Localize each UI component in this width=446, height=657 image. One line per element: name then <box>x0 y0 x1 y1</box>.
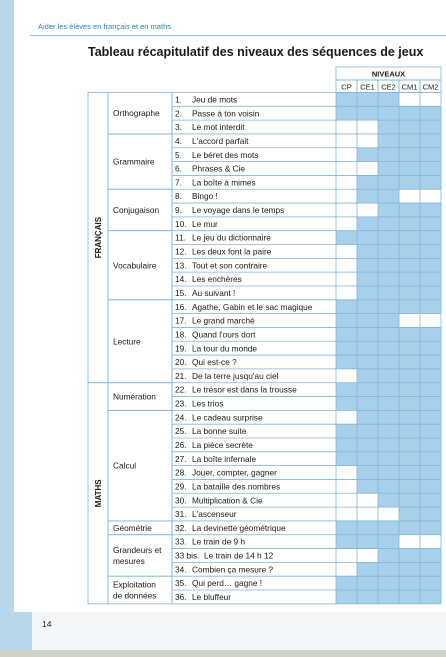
game-number: 9. <box>175 205 182 216</box>
level-cell-filled <box>336 397 357 411</box>
level-cell-filled <box>357 327 378 341</box>
game-name: Le bluffeur <box>192 592 232 603</box>
level-cell-filled <box>420 424 441 438</box>
level-cell-filled <box>357 562 378 576</box>
game-name: Les enchères <box>192 274 242 285</box>
level-cell-filled <box>336 341 357 355</box>
level-cell-filled <box>357 245 378 259</box>
game-name: Bingo ! <box>192 191 218 202</box>
level-cell-filled <box>420 217 441 231</box>
category-label: Orthographe <box>113 108 160 119</box>
game-name: La bonne suite <box>192 426 247 437</box>
game-name: Jeu de mots <box>192 94 238 105</box>
game-number: 6. <box>175 163 182 174</box>
game-name: Le trésor est dans la trousse <box>192 384 297 395</box>
level-cell-filled <box>378 189 399 203</box>
game-name: La tour du monde <box>192 343 258 354</box>
game-number: 34. <box>175 564 187 575</box>
game-number: 29. <box>175 481 187 492</box>
level-cell-filled <box>399 175 420 189</box>
game-name: Le mur <box>192 218 218 229</box>
level-cell-filled <box>399 327 420 341</box>
level-cell-filled <box>399 521 420 535</box>
level-cell-filled <box>357 341 378 355</box>
level-cell-filled <box>336 535 357 549</box>
category-label: Lecture <box>113 336 141 347</box>
game-name: Les trios <box>192 398 224 409</box>
level-cell-filled <box>420 466 441 480</box>
level-cell-filled <box>378 245 399 259</box>
level-cell-filled <box>420 286 441 300</box>
level-cell-filled <box>378 217 399 231</box>
level-cell-filled <box>420 562 441 576</box>
level-cell-filled <box>357 383 378 397</box>
game-number: 22. <box>175 384 187 395</box>
level-label: CM2 <box>422 82 439 92</box>
level-cell-filled <box>357 272 378 286</box>
level-cell-filled <box>399 106 420 120</box>
level-cell-filled <box>399 562 420 576</box>
level-cell-filled <box>357 314 378 328</box>
game-number: 13. <box>175 260 187 271</box>
game-number: 18. <box>175 329 187 340</box>
level-cell-filled <box>420 590 441 604</box>
level-cell-filled <box>336 521 357 535</box>
running-header: Aider les élèves en français et en maths <box>38 22 171 31</box>
game-name: Multiplication & Cie <box>192 495 263 506</box>
level-cell-filled <box>420 134 441 148</box>
game-name: Le train de 14 h 12 <box>204 550 274 561</box>
game-number: 30. <box>175 495 187 506</box>
level-cell-filled <box>357 590 378 604</box>
level-cell-filled <box>378 590 399 604</box>
level-cell-filled <box>336 590 357 604</box>
level-cell-filled <box>336 327 357 341</box>
game-name: Le béret des mots <box>192 149 259 160</box>
level-label: CM1 <box>401 82 418 92</box>
level-cell-filled <box>420 397 441 411</box>
game-name: Qui perd… gagne ! <box>192 578 263 589</box>
level-cell-filled <box>336 106 357 120</box>
category-label: Vocabulaire <box>113 260 157 271</box>
domain-label: MATHS <box>94 479 103 508</box>
level-cell-filled <box>399 438 420 452</box>
level-cell-filled <box>378 314 399 328</box>
level-cell-filled <box>399 507 420 521</box>
level-cell-filled <box>357 175 378 189</box>
game-name: La boîte à mimes <box>192 177 256 188</box>
level-cell-filled <box>420 479 441 493</box>
game-name: Phrases & Cie <box>192 163 246 174</box>
category-label: de données <box>113 590 157 601</box>
game-name: La devinette géométrique <box>192 522 286 533</box>
level-cell-filled <box>336 452 357 466</box>
category-label: mesures <box>113 555 145 566</box>
category-label: Numération <box>113 391 156 402</box>
level-cell-filled <box>357 106 378 120</box>
level-cell-filled <box>399 452 420 466</box>
game-name: Passe à ton voisin <box>192 108 260 119</box>
game-name: Combien ça mesure ? <box>192 564 274 575</box>
level-cell-filled <box>378 466 399 480</box>
level-cell-filled <box>420 438 441 452</box>
domain-label: FRANÇAIS <box>94 216 103 259</box>
level-label: CP <box>341 82 352 92</box>
level-cell-filled <box>399 397 420 411</box>
level-cell-filled <box>378 300 399 314</box>
level-cell-filled <box>357 410 378 424</box>
game-name: De la terre jusqu'au ciel <box>192 370 279 381</box>
game-number: 25. <box>175 426 187 437</box>
level-cell-filled <box>420 120 441 134</box>
level-cell-filled <box>357 438 378 452</box>
page-title: Tableau récapitulatif des niveaux des séquences de jeux <box>88 45 424 59</box>
game-number: 23. <box>175 398 187 409</box>
level-cell-filled <box>399 120 420 134</box>
game-name: L'ascenseur <box>192 509 237 520</box>
level-cell-filled <box>420 507 441 521</box>
level-cell-filled <box>357 452 378 466</box>
level-cell-filled <box>420 258 441 272</box>
level-cell-filled <box>420 231 441 245</box>
category-label: Conjugaison <box>113 204 160 215</box>
level-cell-filled <box>357 424 378 438</box>
game-number: 2. <box>175 108 182 119</box>
game-number: 10. <box>175 218 187 229</box>
level-cell-filled <box>336 438 357 452</box>
game-number: 8. <box>175 191 182 202</box>
level-cell-filled <box>336 300 357 314</box>
level-cell-filled <box>399 355 420 369</box>
level-cell-filled <box>399 203 420 217</box>
game-name: Le train de 9 h <box>192 536 246 547</box>
level-cell-filled <box>378 424 399 438</box>
category-label: Géométrie <box>113 522 152 533</box>
level-cell-filled <box>399 493 420 507</box>
level-cell-filled <box>420 148 441 162</box>
game-number: 19. <box>175 343 187 354</box>
level-cell-filled <box>399 245 420 259</box>
level-cell-filled <box>357 535 378 549</box>
level-cell-filled <box>378 286 399 300</box>
level-cell-filled <box>357 576 378 590</box>
level-cell-filled <box>378 272 399 286</box>
level-cell-filled <box>357 521 378 535</box>
game-number: 5. <box>175 149 182 160</box>
levels-header-label: NIVEAUX <box>371 69 406 79</box>
game-name: Les deux font la paire <box>192 246 272 257</box>
level-label: CE2 <box>381 82 396 92</box>
level-cell-filled <box>378 438 399 452</box>
game-name: Le cadeau surprise <box>192 412 263 423</box>
category-label: Calcul <box>113 460 137 471</box>
level-cell-filled <box>378 134 399 148</box>
level-cell-filled <box>420 410 441 424</box>
game-name: Tout et son contraire <box>192 260 268 271</box>
level-cell-filled <box>336 355 357 369</box>
level-cell-filled <box>357 231 378 245</box>
level-cell-filled <box>399 369 420 383</box>
game-name: Le jeu du dictionnaire <box>192 232 271 243</box>
level-cell-filled <box>357 258 378 272</box>
page-edge <box>0 650 446 657</box>
game-number: 12. <box>175 246 187 257</box>
game-number: 17. <box>175 315 187 326</box>
page-number: 14 <box>42 619 52 629</box>
level-cell-filled <box>336 576 357 590</box>
level-cell-filled <box>357 300 378 314</box>
level-cell-filled <box>399 341 420 355</box>
game-name: La pièce secrète <box>192 440 253 450</box>
level-cell-filled <box>399 300 420 314</box>
level-cell-filled <box>420 493 441 507</box>
level-cell-filled <box>378 493 399 507</box>
level-cell-filled <box>378 576 399 590</box>
level-cell-filled <box>357 479 378 493</box>
level-cell-filled <box>420 106 441 120</box>
game-number: 33. <box>175 536 187 547</box>
level-cell-filled <box>399 590 420 604</box>
level-cell-filled <box>420 355 441 369</box>
game-number: 7. <box>175 177 182 188</box>
game-number: 11. <box>175 232 186 243</box>
category-label: Grammaire <box>113 156 155 167</box>
game-number: 33 bis. <box>175 550 200 561</box>
level-cell-filled <box>399 272 420 286</box>
game-name: Le mot interdit <box>192 122 245 133</box>
level-cell-filled <box>399 424 420 438</box>
category-label: Grandeurs et <box>113 544 162 555</box>
level-cell-filled <box>378 410 399 424</box>
level-cell-filled <box>357 217 378 231</box>
level-cell-filled <box>378 369 399 383</box>
level-cell-filled <box>378 175 399 189</box>
level-cell-filled <box>399 410 420 424</box>
level-cell-filled <box>420 549 441 563</box>
game-number: 15. <box>175 287 187 298</box>
level-cell-filled <box>378 479 399 493</box>
level-cell-filled <box>336 314 357 328</box>
game-name: Agathe, Gabin et le sac magique <box>192 301 313 312</box>
level-cell-filled <box>378 93 399 107</box>
level-cell-filled <box>357 355 378 369</box>
level-cell-filled <box>420 245 441 259</box>
level-cell-filled <box>378 549 399 563</box>
level-cell-filled <box>357 369 378 383</box>
game-number: 24. <box>175 412 187 423</box>
level-cell-filled <box>378 521 399 535</box>
level-cell-filled <box>378 327 399 341</box>
level-cell-filled <box>399 258 420 272</box>
level-cell-filled <box>420 369 441 383</box>
level-cell-filled <box>357 93 378 107</box>
category-label: Exploitation <box>113 579 156 590</box>
level-cell-filled <box>378 258 399 272</box>
level-cell-filled <box>420 576 441 590</box>
level-label: CE1 <box>360 82 375 92</box>
level-cell-filled <box>420 300 441 314</box>
level-cell-filled <box>399 383 420 397</box>
level-cell-filled <box>357 397 378 411</box>
level-cell-filled <box>378 162 399 176</box>
game-number: 27. <box>175 453 187 464</box>
level-cell-filled <box>378 341 399 355</box>
level-cell-filled <box>399 549 420 563</box>
level-cell-filled <box>378 535 399 549</box>
level-cell-filled <box>378 120 399 134</box>
level-cell-filled <box>399 134 420 148</box>
level-cell-filled <box>378 452 399 466</box>
game-number: 31. <box>175 509 187 520</box>
game-number: 20. <box>175 357 187 368</box>
level-cell-filled <box>420 327 441 341</box>
level-cell-filled <box>336 383 357 397</box>
level-cell-filled <box>357 148 378 162</box>
level-cell-filled <box>420 341 441 355</box>
level-cell-filled <box>399 148 420 162</box>
level-cell-filled <box>378 106 399 120</box>
level-cell-filled <box>399 466 420 480</box>
level-cell-filled <box>420 383 441 397</box>
level-cell-filled <box>378 383 399 397</box>
game-number: 26. <box>175 440 187 450</box>
game-number: 1. <box>175 94 182 105</box>
level-cell-filled <box>420 272 441 286</box>
level-cell-filled <box>357 286 378 300</box>
game-name: L'accord parfait <box>192 135 249 146</box>
game-name: Au suivant ! <box>192 287 236 298</box>
game-name: La bataille des nombres <box>192 481 281 492</box>
game-number: 21. <box>175 370 187 381</box>
level-cell-filled <box>420 521 441 535</box>
level-cell-filled <box>378 203 399 217</box>
level-cell-filled <box>378 355 399 369</box>
level-cell-filled <box>336 424 357 438</box>
game-name: Le grand marché <box>192 315 255 326</box>
game-name: Le voyage dans le temps <box>192 205 285 216</box>
game-number: 16. <box>175 301 187 312</box>
level-cell-filled <box>378 148 399 162</box>
level-cell-filled <box>399 217 420 231</box>
game-number: 32. <box>175 522 187 533</box>
level-cell-filled <box>399 231 420 245</box>
level-cell-filled <box>399 162 420 176</box>
game-number: 14. <box>175 274 187 285</box>
game-name: Quand l'ours dort <box>192 329 256 340</box>
game-number: 28. <box>175 467 187 478</box>
game-number: 35. <box>175 578 187 589</box>
game-number: 4. <box>175 135 182 146</box>
level-cell-filled <box>357 189 378 203</box>
level-cell-filled <box>420 452 441 466</box>
level-cell-filled <box>336 93 357 107</box>
level-cell-filled <box>399 576 420 590</box>
level-cell-filled <box>399 286 420 300</box>
level-cell-filled <box>357 466 378 480</box>
game-number: 36. <box>175 592 187 603</box>
game-name: Qui est-ce ? <box>192 357 237 368</box>
level-cell-filled <box>378 231 399 245</box>
level-cell-filled <box>399 479 420 493</box>
level-cell-filled <box>420 175 441 189</box>
game-name: Jouer, compter, gagner <box>192 467 277 478</box>
level-cell-filled <box>378 562 399 576</box>
game-name: La boîte infernale <box>192 453 257 464</box>
level-cell-filled <box>378 397 399 411</box>
level-cell-filled <box>420 203 441 217</box>
level-cell-filled <box>420 162 441 176</box>
level-cell-filled <box>336 231 357 245</box>
game-number: 3. <box>175 122 182 133</box>
